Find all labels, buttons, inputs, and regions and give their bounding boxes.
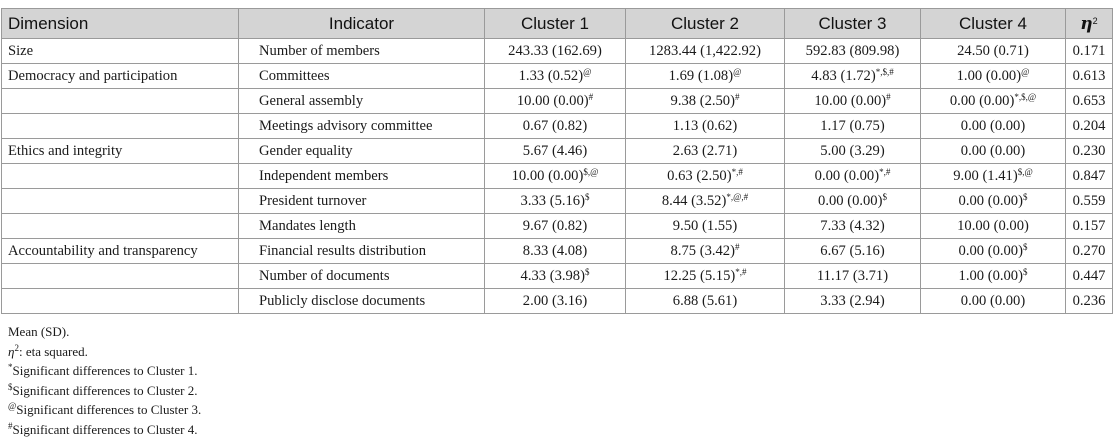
table-row	[2, 139, 1113, 164]
cluster-1-cell	[485, 114, 626, 139]
footnote-cluster-1	[8, 361, 201, 381]
cell-value: 1.00 (0.00)	[956, 67, 1022, 84]
cell-value: 0.00 (0.00)	[818, 192, 883, 209]
significance-mark: *,$,#	[875, 66, 894, 77]
cell-value: 9.67 (0.82)	[522, 217, 588, 234]
footnote-mark: $	[8, 381, 13, 392]
cluster-3-cell	[785, 139, 921, 164]
dimension-cell	[2, 89, 239, 114]
note-eta	[8, 342, 201, 362]
cell-value: 592.83 (809.98)	[805, 42, 900, 59]
cluster-2-cell	[626, 164, 785, 189]
cell-value: 1.69 (1.08)	[668, 67, 734, 84]
significance-mark: $	[882, 191, 887, 202]
cluster-4-cell	[921, 239, 1066, 264]
table-notes	[8, 322, 201, 439]
significance-mark: #	[886, 91, 891, 102]
cell-value: 9.00 (1.41)	[953, 167, 1018, 184]
cell-value: 6.67 (5.16)	[820, 242, 885, 259]
table-row	[2, 239, 1113, 264]
footnote-mark: @	[8, 401, 17, 411]
significance-mark: @	[1021, 66, 1030, 77]
cluster-1-cell	[485, 139, 626, 164]
dimension-cell	[2, 214, 239, 239]
dimension-cell	[2, 114, 239, 139]
cluster-4-cell	[921, 164, 1066, 189]
table-row	[2, 264, 1113, 289]
cell-value: 10.00 (0.00)	[516, 92, 589, 109]
cluster-2-cell	[626, 139, 785, 164]
dimension-cell	[2, 289, 239, 314]
cluster-2-cell	[626, 114, 785, 139]
note-eta-symbol: η	[8, 343, 15, 359]
cell-value: 0.67 (0.82)	[522, 117, 588, 134]
cell-value: 0.00 (0.00)	[960, 292, 1026, 309]
eta-squared-cell: 0.653	[1066, 89, 1113, 114]
indicator-cell: General assembly	[239, 89, 485, 114]
cell-value: 2.00 (3.16)	[522, 292, 588, 309]
significance-mark: $	[1022, 241, 1028, 252]
significance-mark: *,@,#	[726, 191, 749, 202]
header-cluster-2: Cluster 2	[626, 9, 785, 39]
significance-mark: *,#	[731, 166, 743, 177]
cell-value: 9.38 (2.50)	[670, 92, 735, 109]
cluster-4-cell	[921, 64, 1066, 89]
header-cluster-3: Cluster 3	[785, 9, 921, 39]
dimension-cell: Size	[2, 39, 239, 64]
cell-value: 8.44 (3.52)	[661, 192, 727, 209]
cell-value: 1.13 (0.62)	[672, 117, 738, 134]
results-table	[1, 8, 1113, 314]
cell-value: 10.00 (0.00)	[814, 92, 887, 109]
cluster-3-cell	[785, 114, 921, 139]
cluster-3-cell	[785, 164, 921, 189]
eta-squared-cell: 0.236	[1066, 289, 1113, 314]
cluster-2-cell	[626, 39, 785, 64]
cluster-2-cell	[626, 214, 785, 239]
footnote-cluster-2	[8, 381, 201, 401]
table-row	[2, 89, 1113, 114]
cluster-1-cell	[485, 289, 626, 314]
note-eta-exponent: 2	[14, 342, 19, 353]
header-cluster-4: Cluster 4	[921, 9, 1066, 39]
cell-value: 5.67 (4.46)	[522, 142, 588, 159]
header-indicator: Indicator	[239, 9, 485, 39]
cell-value: 243.33 (162.69)	[508, 42, 602, 59]
cluster-3-cell	[785, 239, 921, 264]
significance-mark: $	[584, 191, 590, 202]
eta-squared-cell: 0.847	[1066, 164, 1113, 189]
cell-value: 1.00 (0.00)	[958, 267, 1023, 284]
significance-mark: #	[734, 91, 740, 102]
header-eta-squared	[1066, 9, 1113, 39]
footnote-mark: #	[8, 420, 13, 431]
significance-mark: #	[588, 91, 594, 102]
cell-value: 0.00 (0.00)	[949, 92, 1015, 109]
cell-value: 0.00 (0.00)	[958, 192, 1023, 209]
indicator-cell: Committees	[239, 64, 485, 89]
table-row	[2, 39, 1113, 64]
indicator-cell: Financial results distribution	[239, 239, 485, 264]
dimension-cell	[2, 264, 239, 289]
cluster-3-cell	[785, 39, 921, 64]
cluster-1-cell	[485, 39, 626, 64]
cluster-3-cell	[785, 264, 921, 289]
indicator-cell: President turnover	[239, 189, 485, 214]
eta-squared-cell: 0.157	[1066, 214, 1113, 239]
header-cluster-1: Cluster 1	[485, 9, 626, 39]
cell-value: 12.25 (5.15)	[663, 267, 736, 284]
table-row	[2, 64, 1113, 89]
significance-mark: $	[584, 266, 590, 277]
cluster-3-cell	[785, 214, 921, 239]
cell-value: 1283.44 (1,422.92)	[649, 42, 761, 59]
note-mean-sd: Mean (SD).	[8, 324, 70, 339]
cell-value: 9.50 (1.55)	[672, 217, 738, 234]
cluster-4-cell	[921, 114, 1066, 139]
cell-value: 8.75 (3.42)	[670, 242, 735, 259]
cell-value: 7.33 (4.32)	[820, 217, 885, 234]
cell-value: 0.00 (0.00)	[958, 242, 1023, 259]
cluster-2-cell	[626, 239, 785, 264]
cell-value: 4.33 (3.98)	[520, 267, 585, 284]
cluster-1-cell	[485, 89, 626, 114]
cell-value: 1.33 (0.52)	[518, 67, 584, 84]
cell-value: 3.33 (5.16)	[520, 192, 585, 209]
cell-value: 8.33 (4.08)	[522, 242, 588, 259]
cluster-1-cell	[485, 239, 626, 264]
cluster-1-cell	[485, 164, 626, 189]
header-dimension: Dimension	[2, 9, 239, 39]
indicator-cell: Mandates length	[239, 214, 485, 239]
eta-squared-cell: 0.613	[1066, 64, 1113, 89]
cluster-1-cell	[485, 214, 626, 239]
cell-value: 0.00 (0.00)	[960, 117, 1026, 134]
significance-mark: $	[1022, 191, 1028, 202]
cell-value: 11.17 (3.71)	[816, 267, 889, 284]
indicator-cell: Number of documents	[239, 264, 485, 289]
significance-mark: $	[1022, 266, 1028, 277]
table-row	[2, 189, 1113, 214]
cell-value: 4.83 (1.72)	[811, 67, 876, 84]
footnote-text: Significant differences to Cluster 2.	[12, 382, 198, 398]
cluster-4-cell	[921, 39, 1066, 64]
dimension-cell: Accountability and transparency	[2, 239, 239, 264]
dimension-cell	[2, 189, 239, 214]
cell-value: 5.00 (3.29)	[820, 142, 885, 159]
table-row	[2, 214, 1113, 239]
significance-mark: #	[734, 241, 740, 252]
cell-value: 0.63 (2.50)	[667, 167, 732, 184]
cluster-2-cell	[626, 289, 785, 314]
cluster-4-cell	[921, 264, 1066, 289]
eta-squared-cell: 0.204	[1066, 114, 1113, 139]
eta-squared-cell: 0.230	[1066, 139, 1113, 164]
eta-squared-cell: 0.447	[1066, 264, 1113, 289]
cluster-4-cell	[921, 289, 1066, 314]
significance-mark: *,$,@	[1014, 91, 1037, 102]
cluster-3-cell	[785, 64, 921, 89]
eta-squared-cell: 0.270	[1066, 239, 1113, 264]
indicator-cell: Number of members	[239, 39, 485, 64]
footnote-mark: *	[8, 362, 13, 372]
cluster-4-cell	[921, 89, 1066, 114]
cluster-1-cell	[485, 64, 626, 89]
table-row	[2, 164, 1113, 189]
significance-mark: $,@	[1017, 166, 1033, 177]
cluster-2-cell	[626, 89, 785, 114]
dimension-cell: Ethics and integrity	[2, 139, 239, 164]
indicator-cell: Meetings advisory committee	[239, 114, 485, 139]
significance-mark: *,#	[879, 166, 891, 177]
footnote-cluster-3	[8, 400, 201, 420]
footnote-text: Significant differences to Cluster 1.	[12, 363, 198, 378]
cell-value: 10.00 (0.00)	[957, 217, 1029, 234]
cluster-3-cell	[785, 289, 921, 314]
dimension-cell: Democracy and participation	[2, 64, 239, 89]
eta-exponent: 2	[1092, 15, 1098, 26]
cell-value: 10.00 (0.00)	[511, 167, 584, 184]
cell-value: 24.50 (0.71)	[957, 42, 1029, 59]
significance-mark: $,@	[583, 166, 599, 177]
footnote-text: Significant differences to Cluster 3.	[16, 402, 202, 417]
table-row	[2, 114, 1113, 139]
cluster-3-cell	[785, 189, 921, 214]
indicator-cell: Publicly disclose documents	[239, 289, 485, 314]
cluster-4-cell	[921, 139, 1066, 164]
dimension-cell	[2, 164, 239, 189]
cluster-1-cell	[485, 264, 626, 289]
footnote-text: Significant differences to Cluster 4.	[12, 421, 198, 437]
indicator-cell: Gender equality	[239, 139, 485, 164]
indicator-cell: Independent members	[239, 164, 485, 189]
cluster-2-cell	[626, 264, 785, 289]
cluster-4-cell	[921, 214, 1066, 239]
cell-value: 0.00 (0.00)	[960, 142, 1026, 159]
footnote-cluster-4	[8, 420, 201, 440]
cell-value: 2.63 (2.71)	[672, 142, 738, 159]
cell-value: 1.17 (0.75)	[820, 117, 885, 134]
cluster-2-cell	[626, 64, 785, 89]
table-row	[2, 289, 1113, 314]
significance-mark: @	[583, 66, 592, 77]
significance-mark: @	[733, 66, 742, 77]
significance-mark: *,#	[735, 266, 747, 277]
eta-symbol: η	[1080, 13, 1093, 34]
eta-squared-cell: 0.559	[1066, 189, 1113, 214]
eta-squared-cell: 0.171	[1066, 39, 1113, 64]
cluster-4-cell	[921, 189, 1066, 214]
cell-value: 3.33 (2.94)	[820, 292, 885, 309]
cell-value: 6.88 (5.61)	[672, 292, 738, 309]
note-eta-text: : eta squared.	[18, 343, 88, 359]
cluster-2-cell	[626, 189, 785, 214]
cluster-3-cell	[785, 89, 921, 114]
cell-value: 0.00 (0.00)	[814, 167, 880, 184]
table-header-row	[2, 9, 1113, 39]
cluster-1-cell	[485, 189, 626, 214]
